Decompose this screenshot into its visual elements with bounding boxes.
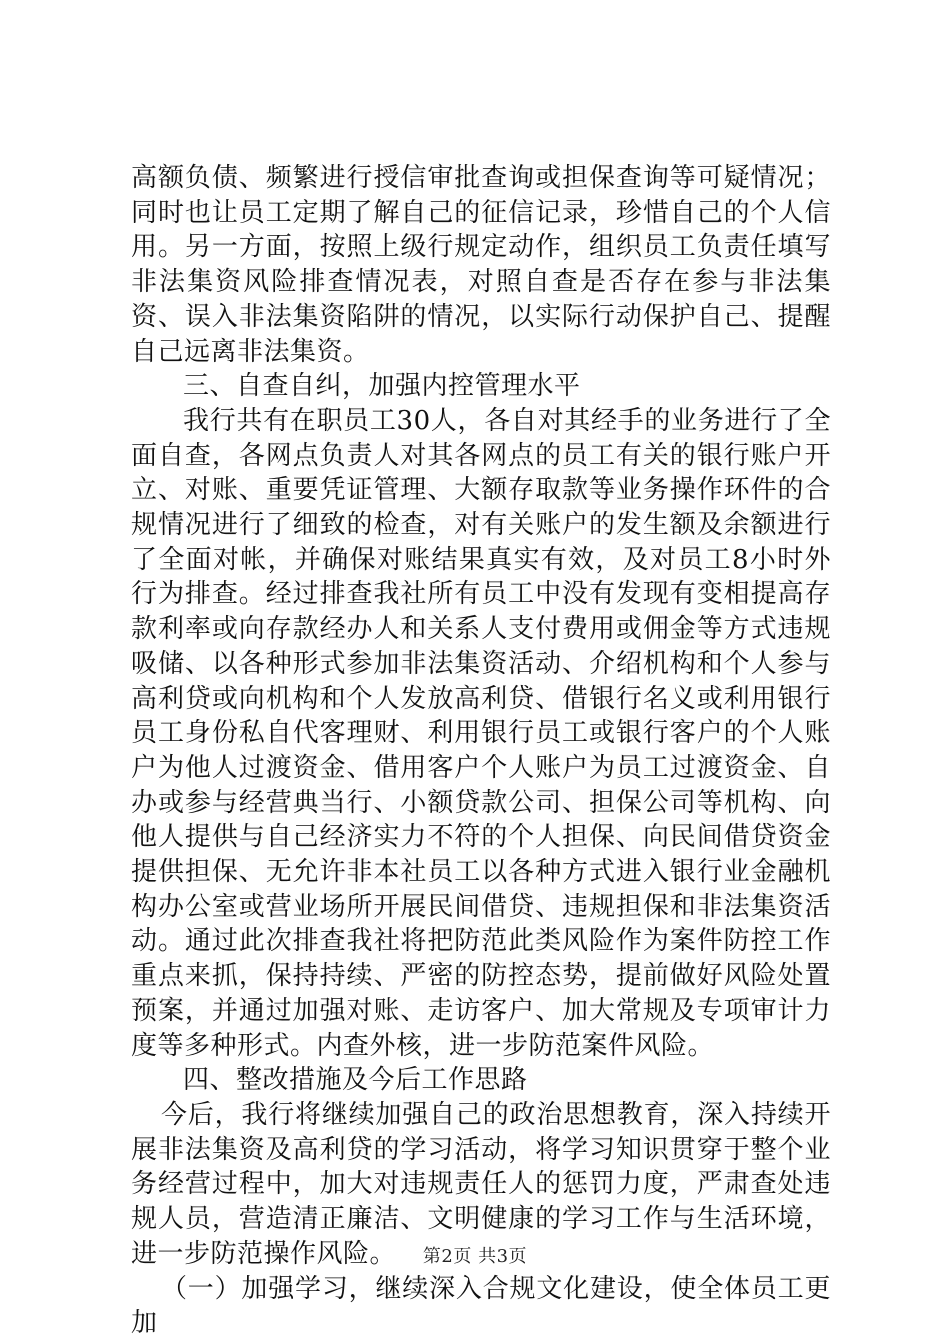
paragraph-continued: 高额负债、频繁进行授信审批查询或担保查询等可疑情况；同时也让员工定期了解自己的征信记录，珍惜自己的个人信用。另一方面，按照上级行规定动作，组织员工负责任填写非法集资风险排查情况表，对照自查是否存在参与非法集资、误入非法集资陷阱的情况，以实际行动保护自己、提醒自己远离非法集资。 bbox=[131, 163, 831, 367]
paragraph-future-work: 今后，我行将继续加强自己的政治思想教育，深入持续开展非法集资及高利贷的学习活动，将学习知识贯穿于整个业务经营过程中，加大对违规责任人的惩罚力度，严肃查处违规人员，营造清正廉洁、文明健康的学习工作与生活环境，进一步防范操作风险。 bbox=[131, 1099, 831, 1269]
paragraph-self-inspection: 我行共有在职员工30人，各自对其经手的业务进行了全面自查，各网点负责人对其各网点的员工有关的银行账户开立、对账、重要凭证管理、大额存取款等业务操作环件的合规情况进行了细致的检查，对有关账户的发生额及余额进行了全面对帐，并确保对账结果真实有效，及对员工8小时外行为排查。经过排查我社所有员工中没有发现有变相提高存款利率或向存款经办人和关系人支付费用或佣金等方式违规吸储、以各种形式参加非法集资活动、介绍机构和个人参与高利贷或向机构和个人发放高利贷、借银行名义或利用银行员工身份私自代客理财、利用银行员工或银行客户的个人账户为他人过渡资金、借用客户个人账户为员工过渡资金、自办或参与经营典当行、小额贷款公司、担保公司等机构、向他人提供与自己经济实力不符的个人担保、向民间借贷资金提供担保、无允许非本社员工以各种方式进入银行业金融机构办公室或营业场所开展民间借贷、违规担保和非法集资活动。通过此次排查我社将把防范此类风险作为案件防控工作重点来抓，保持持续、严密的防控态势，提前做好风险处置预案，并通过加强对账、走访客户、加大常规及专项审计力度等多种形式。内查外核，进一步防范案件风险。 bbox=[131, 405, 831, 1061]
document-body bbox=[131, 161, 831, 1341]
section-heading-four: 四、整改措施及今后工作思路 bbox=[183, 1065, 528, 1096]
page-footer: 第2页 共3页 bbox=[422, 1246, 528, 1267]
paragraph-subsection-one: （一）加强学习，继续深入合规文化建设，使全体员工更加 bbox=[131, 1273, 831, 1339]
section-heading-three: 三、自查自纠，加强内控管理水平 bbox=[183, 371, 581, 402]
